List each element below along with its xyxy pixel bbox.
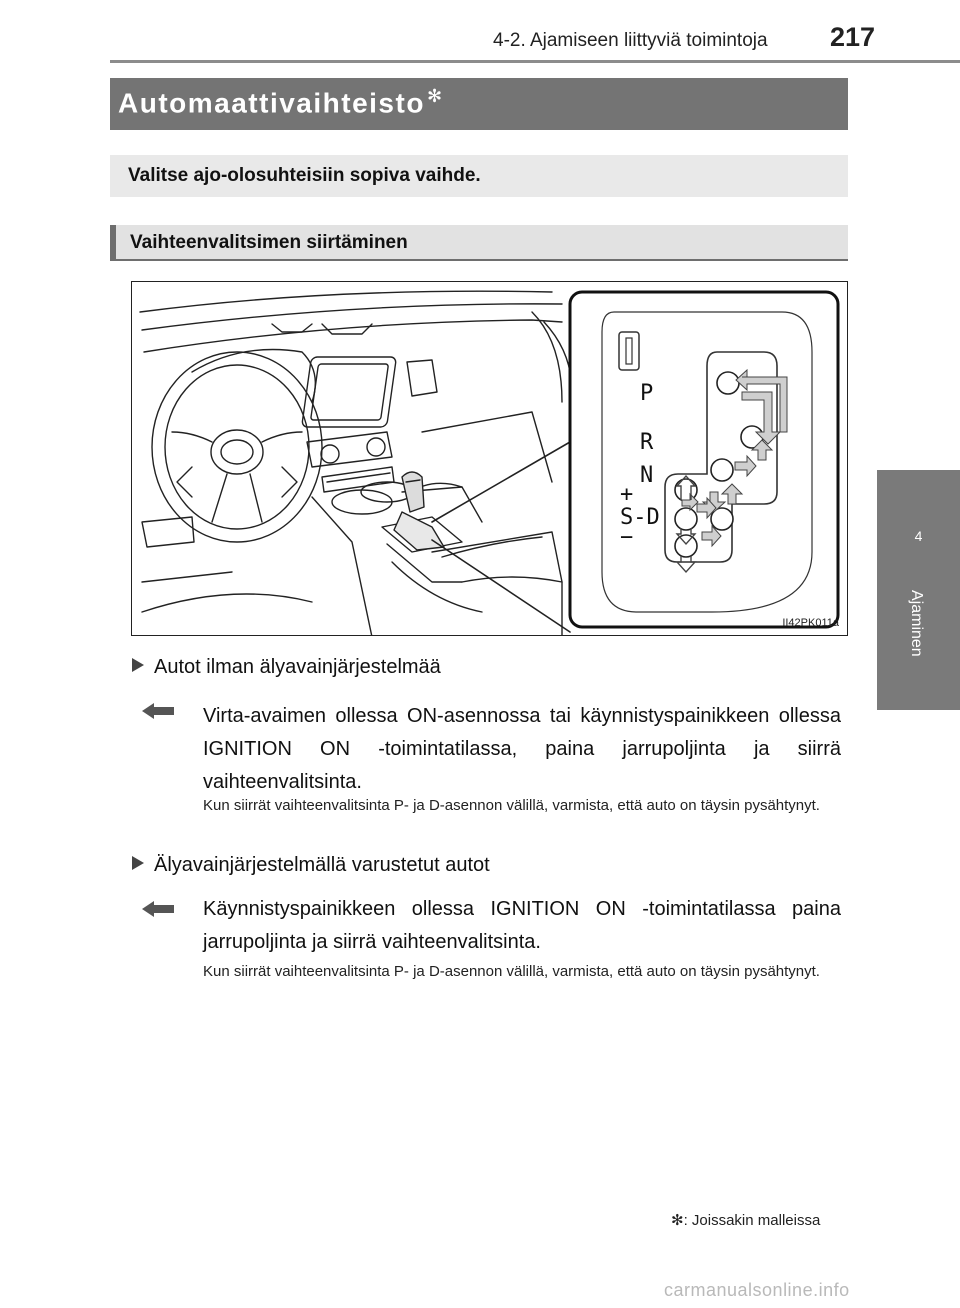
intro-text: Valitse ajo-olosuhteisiin sopiva vaihde.	[128, 165, 481, 186]
section-heading-text: Autot ilman älyavainjärjestelmää	[154, 656, 441, 678]
section-label: 4-2. Ajamiseen liittyviä toimintoja	[493, 30, 768, 51]
dashboard-drawing	[132, 282, 848, 636]
note-text: Kun siirrät vaihteenvalitsinta P- ja D-asennon välillä, varmista, että auto on täysin pysähtynyt.	[203, 963, 820, 980]
gate-label-p: P	[640, 381, 654, 406]
note-text: Kun siirrät vaihteenvalitsinta P- ja D-asennon välillä, varmista, että auto on täysin pysähtynyt.	[203, 797, 820, 814]
page-title	[118, 86, 444, 119]
section-heading-no-smart-key	[132, 656, 441, 679]
chapter-title: Ajaminen	[908, 590, 925, 657]
gate-label-minus: −	[620, 525, 634, 550]
title-asterisk-icon: ✻	[426, 86, 444, 106]
triangle-bullet-icon	[132, 658, 144, 672]
gate-label-plus: +	[620, 482, 634, 507]
step-arrow-icon	[140, 900, 176, 918]
step-text: Käynnistyspainikkeen ollessa IGNITION ON -toimintatilassa paina jarrupoljinta ja siirrä vaihteenvalitsinta.	[203, 898, 841, 953]
step-arrow-icon	[140, 702, 176, 720]
gate-label-n: N	[640, 463, 654, 488]
section-heading-text: Älyavainjärjestelmällä varustetut autot	[154, 854, 490, 876]
page-title-text: Automaattivaihteisto	[118, 87, 425, 119]
subheading-bar	[110, 225, 848, 261]
step-text: Virta-avaimen ollessa ON-asennossa tai käynnistyspainikkeen ollessa IGNITION ON -toimintatilassa, paina jarrupoljinta ja siirrä vaihteenvalitsinta.	[203, 705, 841, 793]
shift-lever-illustration	[131, 281, 848, 636]
footnote	[671, 1211, 820, 1229]
page-number: 217	[830, 22, 876, 52]
header-rule	[110, 60, 960, 63]
triangle-bullet-icon	[132, 856, 144, 870]
footnote-asterisk-icon: ✻	[671, 1212, 684, 1229]
gate-label-sd: S-D	[620, 505, 660, 530]
intro-bar	[110, 155, 848, 197]
watermark: carmanualsonline.info	[664, 1280, 850, 1300]
footnote-text: : Joissakin malleissa	[683, 1212, 821, 1229]
chapter-tab	[877, 470, 960, 710]
chapter-number: 4	[914, 528, 923, 544]
gate-label-r: R	[640, 430, 654, 455]
title-bar	[110, 78, 848, 130]
subheading-text: Vaihteenvalitsimen siirtäminen	[130, 232, 408, 253]
section-heading-smart-key	[132, 854, 490, 877]
figure-code: II42PK011a	[782, 617, 839, 629]
